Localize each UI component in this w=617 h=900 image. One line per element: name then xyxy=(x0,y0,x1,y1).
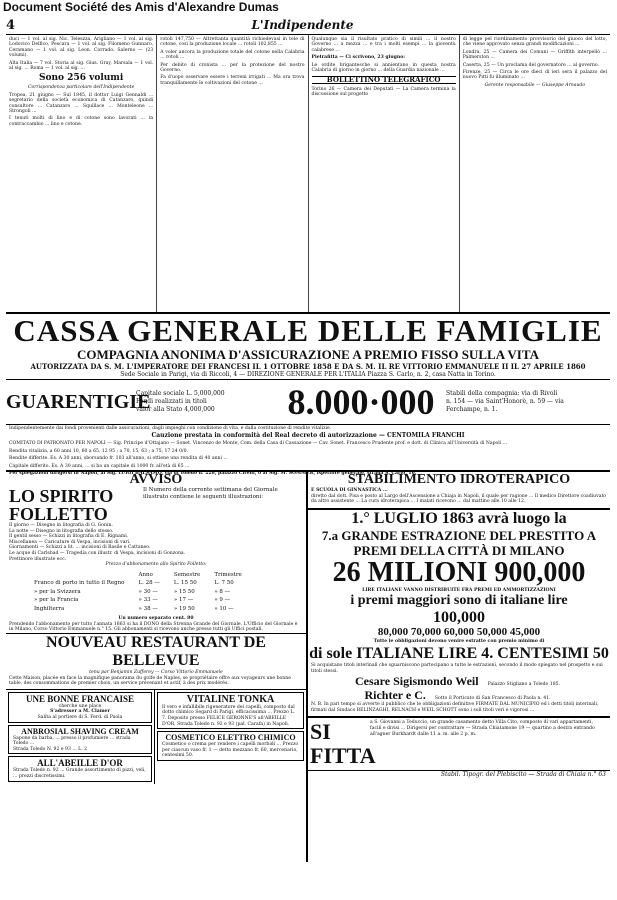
th: Trimestre xyxy=(214,571,242,578)
guar-line: Capitale sociale L. 5,000,000 xyxy=(136,390,225,397)
col2-p3: Fa d'uopo osservare essere i terreni irrigati ... Ma ora trova tranquillamente le coltivazioni del cotone ... xyxy=(160,75,305,86)
spirito-title: LO SPIRITO FOLLETTO xyxy=(9,487,114,523)
left-ads xyxy=(6,472,308,862)
col4-p0: di legge pel riordinamento provvisorio del giuoco del lotto, che viene approvato senza grandi modificazioni ... xyxy=(462,37,607,48)
ambrosial-text: Sapone da barba, ... presso il profumiere ... strada Toledo ... xyxy=(13,735,131,747)
right-ads xyxy=(308,472,610,862)
cell: » 33 — xyxy=(138,597,158,604)
cell: » 9 — xyxy=(214,597,231,604)
spirito-item: Miscellanea — Caricature di Vespa, incisioni di vari. xyxy=(9,539,131,545)
newspaper-page xyxy=(6,18,610,896)
richter-addr: Sotto il Porticato di San Francesco di Paola n. 41. xyxy=(434,696,551,702)
lotteria-date: 1.° LUGLIO 1863 avrà luogo la xyxy=(351,509,567,527)
th: Anno xyxy=(138,571,153,578)
cesare-name: Cesare Sigismondo Weil xyxy=(355,674,479,689)
table-row xyxy=(28,597,248,604)
abeille-title: ALL'ABEILLE D'OR xyxy=(37,758,123,769)
cell: » 19 50 xyxy=(173,605,195,612)
spirito-prezzo: Prezzo d'abbonamento allo Spirito Folletto: xyxy=(105,562,207,568)
footer-printer: Stabil. Tipogr. del Plebiscito — Strada di Chiaia n.° 63 xyxy=(308,770,610,778)
stabilimento-text: diretto dal dott. Pisa e posto al Largo dell'Ascensione a Chiaja in Napoli, il quale per ragione ... Il medico Direttore coadiuvato da altro assistente ... La cura idroterapica ... I malati ricevono ... dal mattino alle 10 alle 12. xyxy=(311,493,607,505)
cgf-rendite-diff: Rendite differite. Es. A 30 anni, sborsando fr. 103 all'anno, si ottiene una rendita di 40 anni ... xyxy=(9,456,228,462)
cosmetico-box xyxy=(157,731,304,761)
nouveau-tenu: tenu par Benjamin Zufferey — Corso Vittorio Emmanuele xyxy=(89,670,223,676)
col3-p0: Qualunque sia il risultato pratico di simili ... il nostro Governo ... a mezza ... e tra i molti esempi ... la gioventù calabrese ... xyxy=(311,37,456,53)
guar-line: Fondi realizzati in titoli xyxy=(136,398,207,405)
ambrosial-price: Strada Toledo N. 92 e 93 ... L. 2 xyxy=(13,746,88,752)
col1-p1: Alta Italia — 7 vol. Storia al sig. Gius. Gray, Marsala — 1 vol. al sig. ... Roma — 1 vol. al sig. ... xyxy=(9,60,154,72)
spirito-item: Le acque di Carlsbad — Tragedia con illustr. di Vespa, incisioni di Gonzona. xyxy=(9,550,186,556)
bonne-box xyxy=(8,692,152,723)
table-row xyxy=(28,580,248,587)
bulletin-text: Torino 26 — Camera dei Deputati — La Camera termina la discussione sul progetto xyxy=(311,86,456,98)
cgf-cauzione: Cauzione prestata in conformità del Real decreto di autorizzazione — CENTOMILA FRANCHI xyxy=(151,432,465,440)
bonne-line: S'adresser a M. Clamer xyxy=(50,709,110,715)
col4-p4: Gerente responsabile — Giuseppe Arnaudo xyxy=(484,82,586,88)
bonne-title: UNE BONNE FRANCAISE xyxy=(25,693,134,704)
lotteria-lire: LIRE ITALIANE VANNO DISTRIBUITE FRA PREMI ED AMMORTIZZAZIONI xyxy=(362,587,556,593)
big-amount: 8.000·000 xyxy=(287,382,435,422)
vitaline-text: Il vero e infallibile rigeneratore dei capelli, composto dal dotto chimico Segard di Parigi, efficacissima ... Prezzo L. 7. Deposito presso FELICE GERONNE'S all'ABEILLE D'OR, Strada Toledo n. 92 e 93 (pal. Carafa) in Napoli. xyxy=(162,704,295,727)
page-number: 4 xyxy=(6,18,16,33)
spirito-note: Prendendo l'abbonamento per tutto l'annata 1863 si ha il DONO della Strenna Grande del Giornale. L'Ufficio del Giornale è in Milano, Corso Vittorio Emmanuele n.° 15. Gli abbonamenti si ricevono anche presso tutti gli Uffici postali. xyxy=(9,621,298,633)
cell: Franco di porto in tutto il Regno xyxy=(34,580,125,587)
col2-p2: Per debito di cronista ... per la protezione del nostro Governo. xyxy=(160,62,305,74)
col1-p3: Corrispondenza particolare dell'Indipendente xyxy=(27,85,135,91)
col4-p2: Caserta, 25 — Un proclama del governatore ... al governo. xyxy=(462,62,599,68)
nouveau-text: Cette Maison, placée en face la magnifique panorama du golfe de Naples, se propriétaire offre aux voyageurs une bonne table, des consommations de premier choix, un service prévenant et actif, à des prix modérés. xyxy=(9,675,291,687)
richter-name: Richter e C. xyxy=(364,688,426,703)
cell: » 10 — xyxy=(214,605,234,612)
lotteria-obbl: Tutte le obbligazioni devono venire estratte con premio minimo di xyxy=(373,639,545,645)
guarentigie-info xyxy=(136,390,276,414)
stabili-line: Ferchampe, n. 1. xyxy=(446,406,498,413)
cgf-spiegazioni: Per spiegazioni dirigersi in Napoli, al Sig. LUIGI BALSAMO, via di Toledo n. 228, palazzo Cirelli, o al Sig. M. SOMMER, ispettore generale, strada S. Carlo, 16. xyxy=(9,471,417,477)
col1-p0: duci — 1 vol. al sig. Nic. Teleszza, Arigliano — 1 vol. al sig. Lodovico Delfico, Pescara — 1 vol. al sig. Filomeno Gunnaro, Ceramano — 1 vol. al sig. Leon. Corrado, Salerno — (23 volumi). xyxy=(9,37,154,59)
stabili-line: n. 154 — via Saint'Honorè, n. 59 — via xyxy=(446,398,564,405)
guar-line: valor alla Stato 4,000,000 xyxy=(136,406,215,413)
cell: L. 7 50 xyxy=(214,580,234,587)
lotteria-cento: 100,000 xyxy=(433,609,485,627)
cell: » 30 — xyxy=(138,588,158,595)
bulletin-title: BOLLETTINO TELEGRAFICO xyxy=(312,76,456,83)
price-table xyxy=(26,570,250,615)
cell: » per la Svizzera xyxy=(34,588,81,595)
sifitta-title: SI FITTA xyxy=(310,719,376,769)
col4-p1: Londra, 25 — Camera dei Comuni — Griffith interpellò ... Palmerston ... xyxy=(462,49,607,61)
advertisements xyxy=(6,472,610,862)
spirito-item: Prettinore illustrate ecc. xyxy=(9,556,67,562)
spirito-item: Il giorno — Disegno in litografia di G. Gonin. xyxy=(9,523,113,528)
lotteria-nb: N. B. In pari tempo si avverte il pubblico che le obbligazioni definitive FIRMATE DAL MUNICIPIO ed i detti titoli interinali, firmati dal Sindaco BELINZAGHI, RELNACH e WEIL SCHOTT sono i soli titoli veri e vigorosi ... xyxy=(311,702,599,713)
guarentigie-label: GUARENTIGIE xyxy=(6,390,151,413)
lotteria-valori: 80,000 70,000 60,000 50,000 45,000 xyxy=(377,626,541,639)
abeille-box xyxy=(8,756,152,781)
cell: » 15 50 xyxy=(173,588,195,595)
column-4 xyxy=(460,35,610,312)
cosmetico-title: COSMETICO ELETTRO CHIMICO xyxy=(165,733,296,743)
col1-p5: I tenuti molti di lino e di cotone sono lavorati ... in contraccambio ... lino e cotone. xyxy=(9,116,154,127)
th xyxy=(28,572,130,579)
lotteria-estrazione: 7.a GRANDE ESTRAZIONE DEL PRESTITO A PREMI DELLA CITTÀ DI MILANO xyxy=(321,527,597,558)
ambrosial-box xyxy=(8,725,152,755)
spirito-item: Il gentil sesso — Schizzi in litografia di E. Rignami. xyxy=(9,534,129,540)
stabili-line: Stabili della compagnia: via di Rivoli xyxy=(446,390,558,397)
nouveau-title: NOUVEAU RESTAURANT DE BELLEVUE xyxy=(6,633,306,670)
col1-p4: Tropea, 21 giugno — Sul 1845, il dottor Luigi Gennaldi ... segretario della società economica di Catanzaro, quindi consultore ... Catanzaro ... Squillace ... Monteleone ... Strongoli ... xyxy=(9,92,154,115)
cell: L. 15 50 xyxy=(173,580,197,587)
vitaline-box xyxy=(157,692,304,729)
table-row xyxy=(28,589,248,596)
lotteria-acquisto: Si acquistano titoli interinali che sguarniscono partecipano a tutte le estrazioni, secondo il modo spiegato nel prospetto e sui titoli stessi. xyxy=(311,662,603,674)
col1-p2: Sono 256 volumi xyxy=(39,73,124,84)
stabili-info xyxy=(446,390,610,414)
stabilimento-title: STABILIMENTO IDROTERAPICO xyxy=(347,472,571,487)
news-columns xyxy=(6,35,610,314)
cell: » 38 — xyxy=(138,605,158,612)
document-label: Document Société des Amis d'Alexandre Dumas xyxy=(3,0,279,14)
cell: » per la Francia xyxy=(34,597,79,604)
newspaper-name: L'Indipendente xyxy=(251,18,354,32)
spirito-item: La notte — Disegno in litografia dello stesso. xyxy=(9,528,114,534)
column-1 xyxy=(6,35,157,312)
stabilimento-sub: E SCUOLA DI GINNASTICA ... xyxy=(311,488,388,493)
cgf-rendita: Rendita vitalizia, a 60 anni 10, 60 a 65, 12 95 ; a 70, 15, 63 ; a 75, 17 24 0/0. xyxy=(9,448,188,454)
cell: L. 28 — xyxy=(138,580,160,587)
col2-p0: rotoli 147,750 — Altrettanta quantità richiedevasi in tele di cotone, così la produzione locale ... rotoli 102,855 ... xyxy=(160,37,305,48)
numero-separato: Un numero separato cent. 80 xyxy=(118,616,194,622)
page-header xyxy=(6,18,610,35)
th: Semestre xyxy=(173,571,201,578)
price-table-header xyxy=(28,572,248,579)
col3-p1: Pietrafitta — Ci scrivono, 23 giugno: xyxy=(311,55,405,61)
cgf-guarantee-row xyxy=(6,380,610,425)
cassa-generale-ad xyxy=(6,313,610,477)
cgf-title: CASSA GENERALE DELLE FAMIGLIE xyxy=(13,313,603,348)
sifitta-text: a S. Giovanni a Teduccio, un grande casamento detto Villa Cito, composto di vari appartamenti, facili e divisi ... Dirigersi per contrattare — Strada Chiatamone 19 — quartino a destra entrando all'agner Burkhardt dalle 11 a. m. alle 2 p. m. xyxy=(370,720,595,737)
cgf-authorization: AUTORIZZATA DA S. M. L'IMPERATORE DEI FRANCESI IL 1 OTTOBRE 1858 E DA S. M. IL RE VITTORIO EMMANUELE II IL 27 APRILE 1860 xyxy=(30,362,586,371)
cgf-indip: Indipendentemente dai fondi provenienti dalle assicurazioni, dagli impieghi con condizione di vita, e dalla costituzione di rendite vitalizie. xyxy=(9,426,332,431)
cosmetico-text: Cosmetico o crema per rendere i capelli morbidi ... Prezzo per ciascun vaso fr. 1 — detto mezzano fr. 60, mercenario, centesimi 50. xyxy=(162,742,299,759)
table-row xyxy=(28,606,248,613)
spirito-item: Giornamenti — Schizzi a lit. ... incisioni di Basile e Cattaneo. xyxy=(9,545,151,551)
cell: » 17 — xyxy=(173,597,194,604)
vitaline-title: VITALINE TONKA xyxy=(186,693,275,705)
lotteria-amount: 26 MILIONI 900,000 xyxy=(332,556,586,588)
abeille-text: Strada Toledo n. 92 ... Grande assortimento di pizzi, veli, ... prezzi discretissimi. xyxy=(13,768,146,779)
bonne-addr: Salita al portiere di S. Ferd. di Paola xyxy=(37,715,123,720)
column-3 xyxy=(309,35,460,312)
cell: » 8 — xyxy=(214,588,231,595)
cesare-addr: Palazzo Stigliano a Toledo 185. xyxy=(487,682,560,688)
col3-p2: Le ordite brigantesche si annientano in questa nostra Calabria di giorno in giorno ... della Guardia nazionale ... xyxy=(311,62,456,74)
avviso-title: AVVISO xyxy=(129,472,183,487)
spirito-desc: Il Numero della corrente settimana del Giornale illustrato contiene le seguenti illustrazioni: xyxy=(143,487,278,500)
cell: Inghilterra xyxy=(34,605,65,612)
bonne-sub: cherche une place xyxy=(58,703,102,709)
column-2 xyxy=(157,35,308,312)
lotteria-sole: di sole ITALIANE LIRE 4. CENTESIMI 50 xyxy=(309,644,609,662)
cgf-comitato: COMITATO DI PATRONATO PER NAPOLI — Sig. Principe d'Ottajano — Sonet. Vincenzo de Monte, Com. della Casa di Cassazione — Cav. Sonet. Francesco Prudente prof. e dott. di Clinica all'Università di Napoli ... xyxy=(9,441,508,447)
cgf-capitale: Capitale differito. Es. A 30 anni, ... si ha un capitale di 1000 fr. all'età di 65 ... xyxy=(9,463,190,469)
lotteria-premi: i premi maggiori sono di italiane lire xyxy=(350,593,568,609)
col2-p1: A voler ancora la produzione totale del cotone nella Calabria ... rotoli ... xyxy=(160,49,305,61)
cgf-sede: Sede Sociale in Parigi, via di Riccoli, 4 — DIREZIONE GENERALE PER L'ITALIA Piazza S. Carlo, n. 2, casa Natta in Torino. xyxy=(6,371,610,380)
cgf-subtitle: COMPAGNIA ANONIMA D'ASSICURAZIONE A PREMIO FISSO SULLA VITA xyxy=(77,347,539,362)
col4-p3: Firenze, 25 — Circa le ore dieci di ieri sera il palazzo del nuovo Pitti fu illuminato ... xyxy=(462,70,607,81)
ambrosial-title: ANBROSIAL SHAVING CREAM xyxy=(21,726,139,736)
